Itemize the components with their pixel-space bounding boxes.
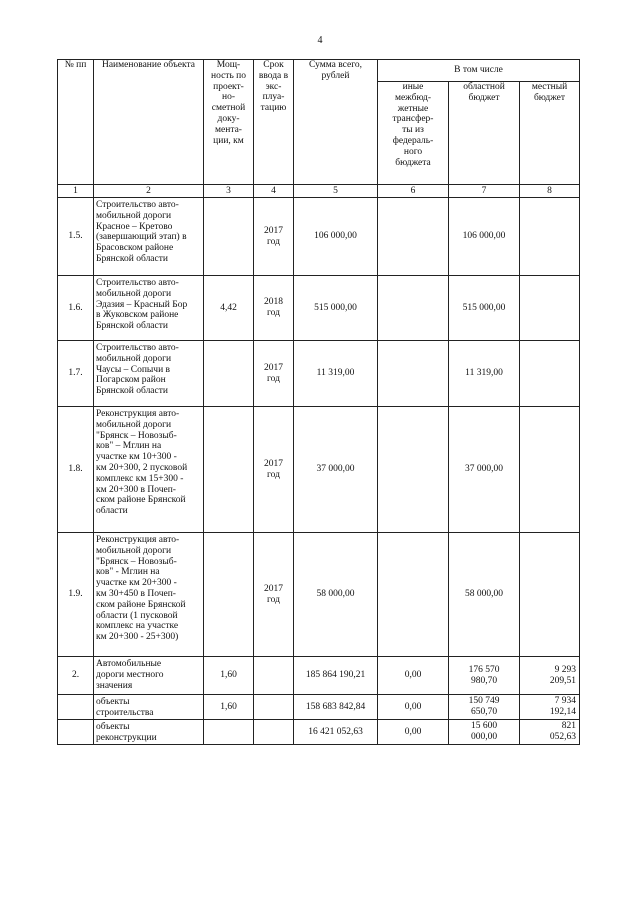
header-num: № пп <box>58 60 94 185</box>
header-term <box>254 60 294 185</box>
header-total-line: Сумма всего, <box>308 60 363 70</box>
object-name-line: км 20+300, 2 пусковой <box>96 462 188 473</box>
capacity-cell <box>204 198 254 276</box>
regional-cell: 58 000,00 <box>449 533 520 657</box>
column-numbers-row <box>58 185 580 198</box>
local-cell-line: 052,63 <box>549 732 577 742</box>
term-cell-line: 2018 <box>264 297 283 308</box>
local-cell <box>520 276 580 341</box>
header-capacity-line: ность по <box>211 70 246 81</box>
term-cell <box>254 533 294 657</box>
object-name-line: км 20+300 в Почеп- <box>96 484 176 495</box>
column-number: 2 <box>94 185 204 198</box>
local-cell <box>520 695 580 720</box>
regional-cell <box>449 720 520 745</box>
header-term-line: Срок <box>263 60 284 70</box>
regional-cell-line: 980,70 <box>470 675 498 686</box>
header-local-line: бюджет <box>533 92 566 103</box>
page-number: 4 <box>317 35 323 46</box>
regional-cell: 106 000,00 <box>449 198 520 276</box>
object-name-line: объекты <box>96 722 130 732</box>
object-name-line: ском районе Брянской <box>96 599 186 610</box>
object-name-line: Брянской области <box>96 386 168 397</box>
header-federal-line: федераль- <box>392 135 434 146</box>
federal-cell <box>378 341 449 407</box>
header-total-line: рублей <box>321 70 350 81</box>
local-cell <box>520 720 580 745</box>
column-number: 5 <box>294 185 378 198</box>
column-number: 8 <box>520 185 580 198</box>
header-term-line: тацию <box>260 103 287 114</box>
table-row <box>58 720 580 745</box>
object-name-line: Погарском район <box>96 375 166 386</box>
header-capacity-line: ции, км <box>213 135 244 146</box>
object-name-line: области <box>96 506 128 517</box>
header-name: Наименование объекта <box>94 60 204 185</box>
header-term-line: плуа- <box>262 92 285 103</box>
row-number: 1.6. <box>58 276 94 341</box>
federal-cell <box>378 533 449 657</box>
object-name <box>94 407 204 533</box>
local-cell <box>520 341 580 407</box>
object-name-line: дороги местного <box>96 669 164 680</box>
header-term-line: экс- <box>265 81 282 92</box>
term-cell <box>254 407 294 533</box>
header-federal-line: трансфер- <box>392 114 434 125</box>
term-cell <box>254 341 294 407</box>
regional-cell <box>449 657 520 695</box>
header-term-line: ввода в <box>258 70 289 81</box>
header-federal-line: межбюд- <box>394 92 432 103</box>
column-number: 7 <box>449 185 520 198</box>
total-cell: 106 000,00 <box>294 198 378 276</box>
regional-cell: 37 000,00 <box>449 407 520 533</box>
row-number <box>58 695 94 720</box>
term-cell-line: год <box>267 308 280 318</box>
object-name-line: Строительство авто- <box>96 278 179 288</box>
object-name-line: Автомобильные <box>96 659 162 669</box>
total-cell: 16 421 052,63 <box>294 720 378 745</box>
object-name-line: участке км 20+300 - <box>96 578 177 589</box>
term-cell-line: 2017 <box>264 225 283 236</box>
object-name <box>94 198 204 276</box>
capacity-cell <box>204 407 254 533</box>
header-regional-line: областной <box>463 82 505 92</box>
column-number: 3 <box>204 185 254 198</box>
object-name <box>94 695 204 720</box>
capacity-cell <box>204 720 254 745</box>
object-name-line: мобильной дороги <box>96 545 172 556</box>
object-name <box>94 720 204 745</box>
regional-cell-line: 176 570 <box>468 664 500 675</box>
table-row <box>58 198 580 276</box>
regional-cell-line: 650,70 <box>470 707 498 717</box>
header-capacity <box>204 60 254 185</box>
term-cell-line: год <box>267 373 280 384</box>
column-number: 1 <box>58 185 94 198</box>
object-name-line: Реконструкция авто- <box>96 409 180 419</box>
table-row <box>58 341 580 407</box>
header-capacity-line: проект- <box>213 81 244 92</box>
header-capacity-line: Мощ- <box>216 60 241 70</box>
term-cell <box>254 695 294 720</box>
object-name-line: мобильной дороги <box>96 419 172 430</box>
object-name-line: км 20+300 - 25+300) <box>96 632 179 643</box>
capacity-cell: 4,42 <box>204 276 254 341</box>
regional-cell-line: 000,00 <box>470 732 498 742</box>
term-cell <box>254 720 294 745</box>
column-number: 6 <box>378 185 449 198</box>
object-name-line: мобильной дороги <box>96 210 172 221</box>
object-name-line: значения <box>96 680 133 691</box>
object-name-line: "Брянск – Новозыб- <box>96 430 177 441</box>
header-federal-line: ного <box>403 146 423 157</box>
capacity-cell <box>204 341 254 407</box>
object-name-line: объекты <box>96 697 130 707</box>
object-name-line: участке км 10+300 - <box>96 452 177 463</box>
column-number: 4 <box>254 185 294 198</box>
object-name <box>94 341 204 407</box>
object-name-line: строительства <box>96 707 154 718</box>
table-row <box>58 276 580 341</box>
object-name-line: Чаусы – Сопычи в <box>96 364 171 375</box>
local-cell <box>520 657 580 695</box>
object-name-line: мобильной дороги <box>96 353 172 364</box>
term-cell <box>254 198 294 276</box>
federal-cell: 0,00 <box>378 720 449 745</box>
object-name-line: Брянской области <box>96 253 168 264</box>
federal-cell <box>378 276 449 341</box>
federal-cell <box>378 407 449 533</box>
term-cell-line: год <box>267 236 280 247</box>
total-cell: 11 319,00 <box>294 341 378 407</box>
row-number: 2. <box>58 657 94 695</box>
object-name-line: Реконструкция авто- <box>96 535 180 545</box>
term-cell <box>254 276 294 341</box>
table-row <box>58 407 580 533</box>
object-name-line: реконструкции <box>96 732 157 743</box>
header-local-line: местный <box>531 82 568 92</box>
object-name-line: в Жуковском районе <box>96 310 179 321</box>
local-cell <box>520 407 580 533</box>
header-federal <box>378 82 449 185</box>
capacity-cell: 1,60 <box>204 657 254 695</box>
table-row <box>58 695 580 720</box>
header-capacity-line: сметной <box>211 103 246 114</box>
header-capacity-line: но- <box>222 92 235 103</box>
object-name-line: Брянской области <box>96 321 168 332</box>
row-number: 1.9. <box>58 533 94 657</box>
header-federal-line: бюджета <box>395 157 431 168</box>
object-name-line: Строительство авто- <box>96 200 179 210</box>
term-cell-line: 2017 <box>264 458 283 469</box>
total-cell: 515 000,00 <box>294 276 378 341</box>
local-cell <box>520 198 580 276</box>
object-name-line: Строительство авто- <box>96 343 179 353</box>
object-name-line: области (1 пусковой <box>96 610 178 621</box>
header-federal-line: жетные <box>397 103 429 114</box>
local-cell-line: 209,51 <box>549 675 577 686</box>
local-cell-line: 7 934 <box>554 696 577 707</box>
term-cell-line: 2017 <box>264 583 283 594</box>
header-federal-line: ты из <box>402 125 424 136</box>
term-cell-line: 2017 <box>264 362 283 373</box>
header-regional-line: бюджет <box>468 92 500 103</box>
row-number: 1.7. <box>58 341 94 407</box>
object-name-line: "Брянск – Новозыб- <box>96 556 177 567</box>
local-cell-line: 821 <box>561 721 577 732</box>
header-regional <box>449 82 520 185</box>
term-cell-line: год <box>267 594 280 605</box>
regional-cell-line: 150 749 <box>468 696 500 707</box>
header-local <box>520 82 580 185</box>
total-cell: 58 000,00 <box>294 533 378 657</box>
regional-cell-line: 15 600 <box>470 721 498 732</box>
object-name-line: (завершающий этап) в <box>96 232 187 243</box>
header-including: В том числе <box>378 60 580 82</box>
object-name-line: ков" – Мглин на <box>96 441 162 452</box>
local-cell <box>520 533 580 657</box>
header-capacity-line: мента- <box>215 124 242 135</box>
regional-cell: 11 319,00 <box>449 341 520 407</box>
row-number: 1.5. <box>58 198 94 276</box>
header-federal-line: иные <box>402 82 424 92</box>
objects-table <box>57 59 580 745</box>
header-total <box>294 60 378 185</box>
object-name-line: Брасовском районе <box>96 243 174 254</box>
total-cell: 37 000,00 <box>294 407 378 533</box>
local-cell-line: 9 293 <box>554 664 577 675</box>
object-name-line: Красное – Кретово <box>96 221 173 232</box>
object-name-line: комплекс на участке <box>96 621 179 632</box>
federal-cell: 0,00 <box>378 695 449 720</box>
object-name-line: км 30+450 в Почеп- <box>96 588 176 599</box>
term-cell-line: год <box>267 469 280 480</box>
object-name-line: мобильной дороги <box>96 288 172 299</box>
local-cell-line: 192,14 <box>549 707 577 717</box>
object-name-line: Эдазия – Красный Бор <box>96 299 188 310</box>
object-name-line: комплекс км 15+300 - <box>96 473 184 484</box>
object-name <box>94 276 204 341</box>
regional-cell <box>449 695 520 720</box>
total-cell: 185 864 190,21 <box>294 657 378 695</box>
row-number: 1.8. <box>58 407 94 533</box>
term-cell <box>254 657 294 695</box>
capacity-cell: 1,60 <box>204 695 254 720</box>
federal-cell: 0,00 <box>378 657 449 695</box>
object-name <box>94 533 204 657</box>
object-name-line: ском районе Брянской <box>96 495 186 506</box>
object-name-line: ков" - Мглин на <box>96 567 160 578</box>
table-row <box>58 533 580 657</box>
object-name <box>94 657 204 695</box>
federal-cell <box>378 198 449 276</box>
regional-cell: 515 000,00 <box>449 276 520 341</box>
total-cell: 158 683 842,84 <box>294 695 378 720</box>
row-number <box>58 720 94 745</box>
table-row <box>58 657 580 695</box>
capacity-cell <box>204 533 254 657</box>
header-capacity-line: доку- <box>217 113 240 124</box>
